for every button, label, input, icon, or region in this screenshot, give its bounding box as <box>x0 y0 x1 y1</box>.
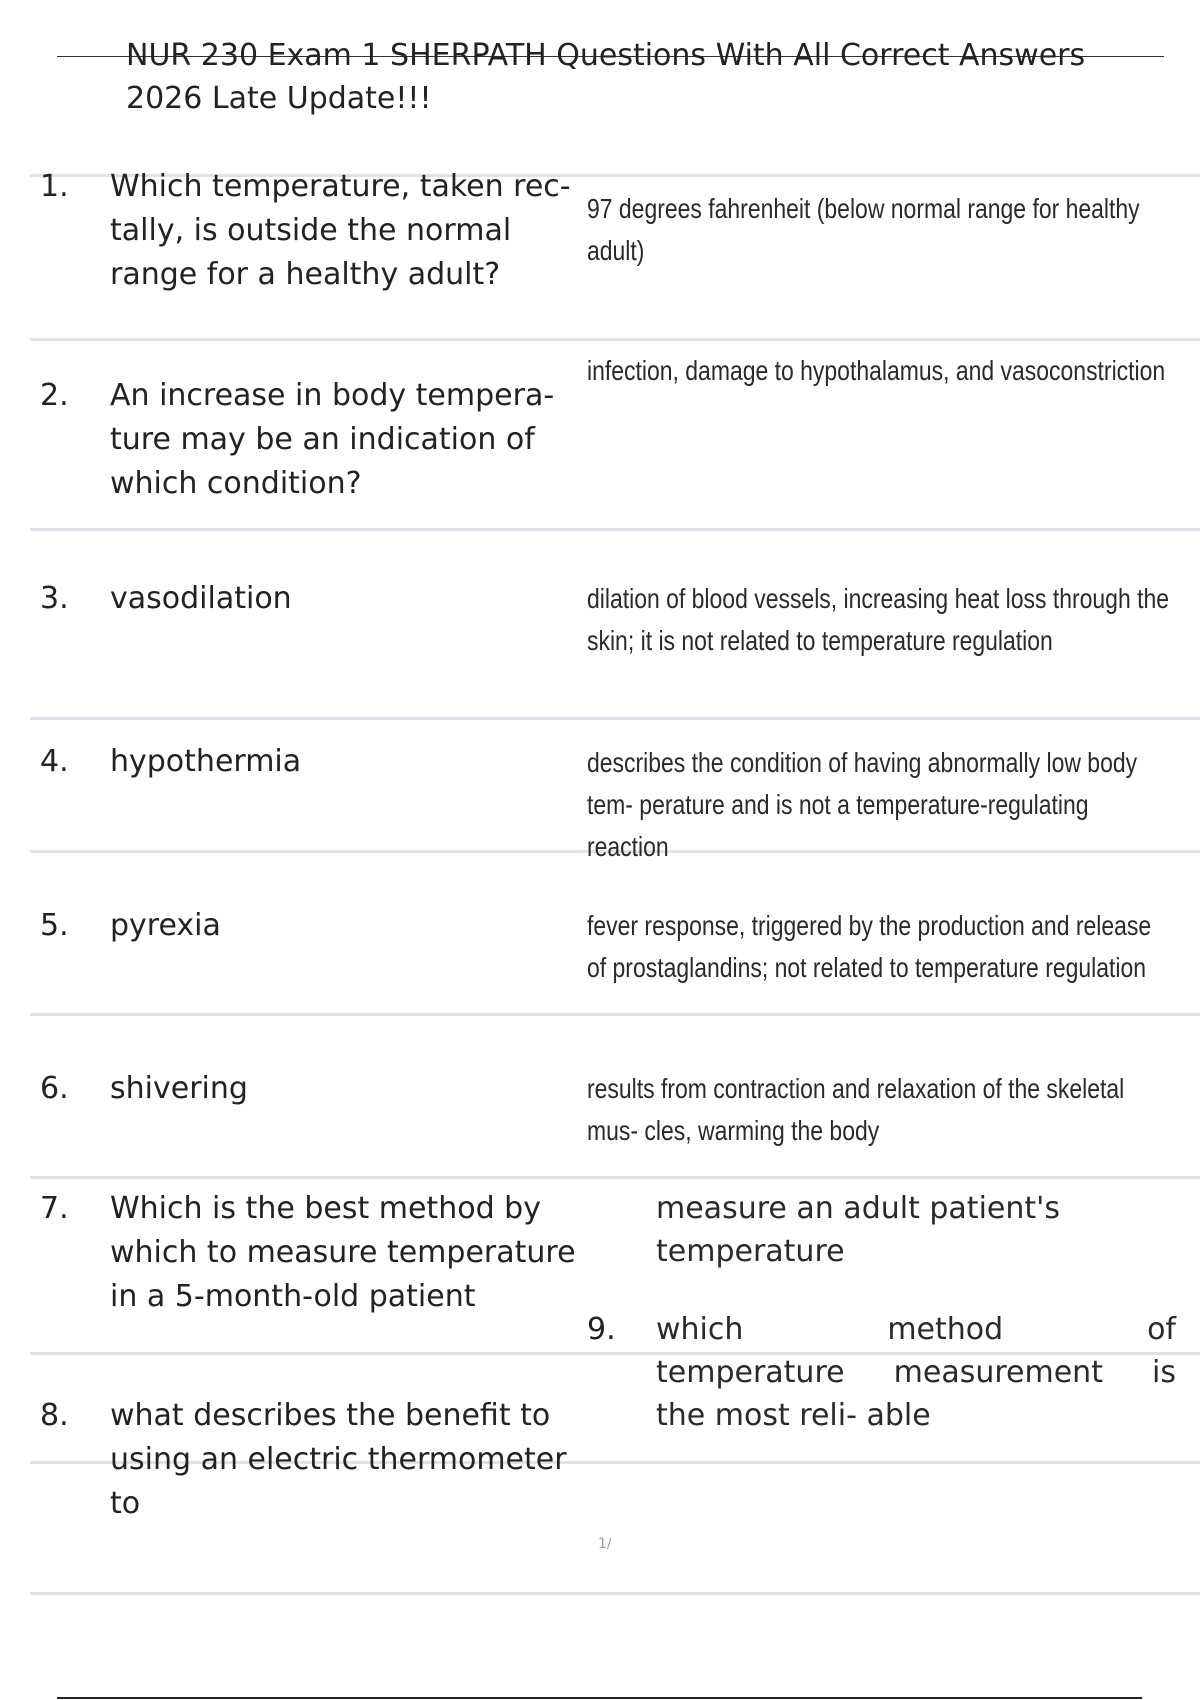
question-9-word: is <box>1152 1355 1176 1390</box>
continued-answer-text: measure an adult patient's temperature <box>656 1191 1061 1269</box>
answer-text: 97 degrees fahrenheit (below normal range for healthy adult) <box>587 193 1140 266</box>
bottom-rule <box>57 1697 1142 1699</box>
document-title <box>126 34 1166 120</box>
question-number: 7. <box>40 1191 69 1226</box>
row-separator <box>30 1176 1200 1179</box>
question-text: Which is the best method by which to measure temperature in a 5-month-old patient <box>110 1191 576 1314</box>
answer-text: describes the condition of having abnormally low body tem- perature and is not a temperature-regulating reaction <box>587 747 1138 862</box>
question-text: shivering <box>110 1071 248 1106</box>
row-separator <box>30 1592 1200 1595</box>
answer-text: infection, damage to hypothalamus, and vasoconstriction <box>587 355 1166 386</box>
row-separator <box>30 1013 1200 1016</box>
question-9-word: measurement <box>893 1355 1103 1390</box>
question-9-line: the most reli- able <box>656 1398 931 1433</box>
answer-text: results from contraction and relaxation of the skeletal mus- cles, warming the body <box>587 1073 1125 1146</box>
question-9-word: method <box>887 1312 1004 1347</box>
title-line-1: NUR 230 Exam 1 SHERPATH Questions With All Correct Answers <box>126 38 1086 73</box>
question-number: 4. <box>40 744 69 779</box>
row-separator <box>30 717 1200 720</box>
question-number: 6. <box>40 1071 69 1106</box>
question-number: 1. <box>40 169 69 204</box>
question-number: 8. <box>40 1398 69 1433</box>
question-text: what describes the benefit to using an electric thermometer to <box>110 1398 567 1521</box>
answer-text: fever response, triggered by the production and release of prostaglandins; not related to temperature regulation <box>587 910 1152 983</box>
page-number: 1/ <box>598 1536 612 1552</box>
question-number: 5. <box>40 908 69 943</box>
question-text: pyrexia <box>110 908 221 943</box>
question-9-line <box>656 1308 1176 1351</box>
question-9-text <box>656 1308 1176 1437</box>
question-text: hypothermia <box>110 744 302 779</box>
question-number: 9. <box>587 1312 616 1347</box>
question-number: 2. <box>40 378 69 413</box>
question-9-word: temperature <box>656 1355 845 1390</box>
question-9-word: of <box>1147 1312 1176 1347</box>
question-text: vasodilation <box>110 581 292 616</box>
title-line-2: 2026 Late Update!!! <box>126 81 432 116</box>
row-separator <box>30 528 1200 531</box>
question-number: 3. <box>40 581 69 616</box>
question-9-line <box>656 1351 1176 1394</box>
question-text: Which temperature, taken rec- tally, is outside the normal range for a healthy adult? <box>110 169 571 292</box>
row-separator <box>30 338 1200 341</box>
question-text: An increase in body tempera- ture may be an indication of which condition? <box>110 378 555 501</box>
question-9-word: which <box>656 1312 744 1347</box>
answer-text: dilation of blood vessels, increasing heat loss through the skin; it is not related to temperature regulation <box>587 583 1170 656</box>
